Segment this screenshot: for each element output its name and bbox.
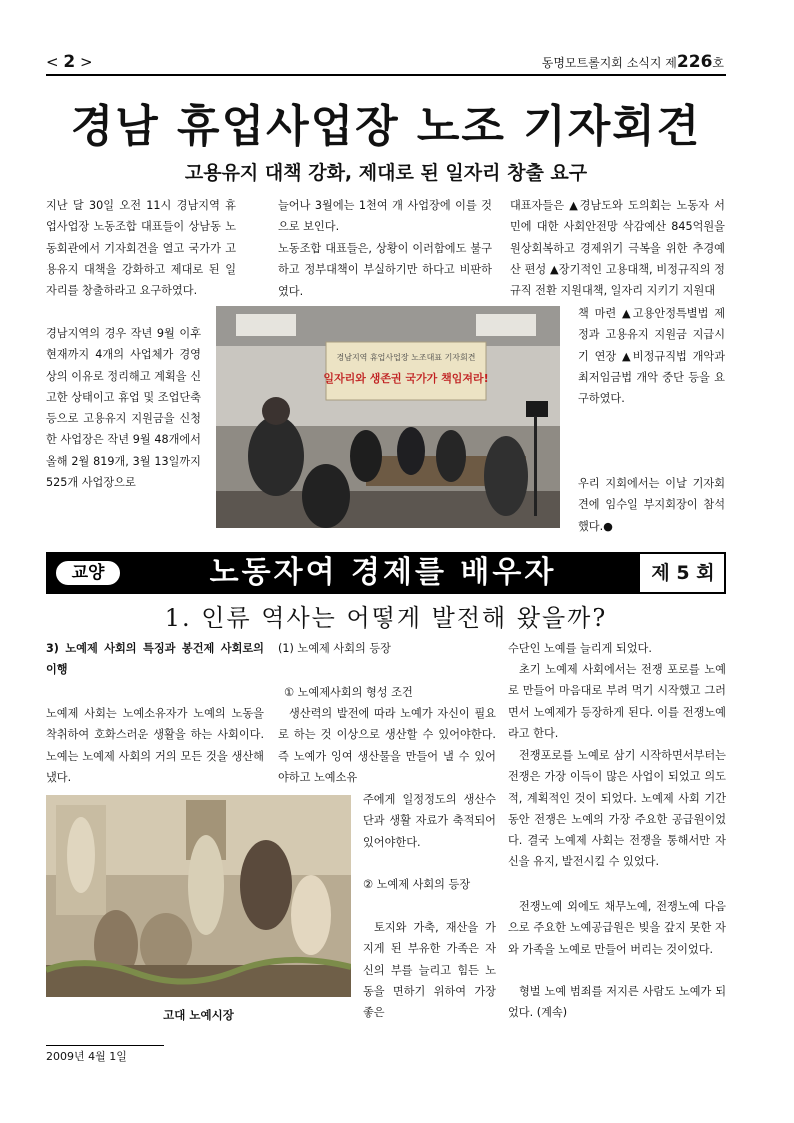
article2-col2-sub1: ① 노예제사회의 형성 조건: [284, 686, 413, 699]
page-prefix: <: [46, 53, 64, 71]
section-title: 1. 인류 역사는 어떻게 발전해 왔을까?: [164, 604, 608, 632]
article-subtitle: 고용유지 대책 강화, 제대로 된 일자리 창출 요구: [184, 162, 588, 184]
article2-col3-p3: 전쟁포로를 노예로 삼기 시작하면서부터는 전쟁은 가장 이득이 많은 사업이 되었고 의도적, 계획적인 것이 되었다. 노예제 사회 기간 동안 전쟁은 노예의 가장 주요한 공급원이었다. 결국 노예제 사회는 전쟁을 통해서만 자신을 유지, 발전시킬 수 있었다.: [508, 749, 726, 869]
banner-title: 노동자여 경제를 배우자: [209, 555, 557, 590]
page-number-value: 2: [63, 52, 76, 72]
header-rule: [46, 74, 726, 76]
article1-col1-p2: 경남지역의 경우 작년 9월 이후 현재까지 4개의 사업체가 경영상의 이유로 정리해고 계획을 신고한 상태이고 휴업 및 조업단축 등으로 고용유지 지원금을 신청한 사업장은 작년 9월 48개에서 올해 2월 819개, 3월 13일까지 525개 사업장으로: [46, 327, 201, 490]
photo-banner-text: 일자리와 생존권 국가가 책임져라!: [323, 372, 489, 385]
article2-col2-heading: (1) 노예제 사회의 등장: [278, 642, 391, 655]
article1-col3-p2: 우리 지회에서는 이날 기자회견에 임수일 부지회장이 참석했다.●: [578, 477, 725, 533]
page-number: [46, 52, 93, 72]
issue-suffix: 호: [712, 56, 724, 70]
article2-col3-p1: 수단인 노예를 늘리게 되었다.: [508, 642, 652, 655]
episode-number: 제 5 회: [651, 562, 715, 584]
publication-date: 2009년 4월 1일: [46, 1050, 127, 1063]
article1-col2-p1: 늘어나 3월에는 1천여 개 사업장에 이를 것으로 보인다.: [278, 199, 492, 234]
painting-graphic: [46, 795, 351, 997]
article2-col3-p2: 초기 노예제 사회에서는 전쟁 포로를 노예로 만들어 마음대로 부려 먹기 시작했고 그러면서 노예제가 등장하게 된다. 이를 전쟁노예라고 한다.: [508, 663, 726, 740]
article1-col3-p1-side: 책 마련 ▲고용안정특별법 제정과 고용유지 지원금 지급시기 연장 ▲비정규직법 개악과 최저임금법 개악 중단 등을 요구하였다.: [578, 307, 725, 406]
newsletter-name: 동명모트롤지회 소식지 제: [541, 56, 677, 70]
article2-col2-p2: 토지와 가축, 재산을 가지게 된 부유한 가족은 자신의 부를 늘리고 힘든 노동을 면하기 위하여 가장 좋은: [363, 921, 496, 1020]
footer-rule: [46, 1045, 164, 1046]
article-title: 경남 휴업사업장 노조 기자회견: [70, 101, 702, 152]
education-banner: [46, 552, 726, 594]
article2-col3-p5: 형벌 노예 범죄를 저지른 사람도 노예가 되었다. (계속): [508, 985, 726, 1020]
education-badge: 교양: [54, 559, 122, 587]
article1-col2-p2: 노동조합 대표들은, 상황이 이러함에도 불구하고 정부대책이 부실하기만 하다고 비판하였다.: [278, 242, 492, 298]
press-conference-photo: [216, 306, 560, 528]
page-suffix: >: [75, 53, 93, 71]
article1-col1-p1: 지난 달 30일 오전 11시 경남지역 휴업사업장 노동조합 대표들이 상남동 노동회관에서 기자회견을 열고 국가가 고용유지 대책을 강화하고 제대로 된 일자리를 창출하라고 요구하였다.: [46, 199, 236, 298]
article2-col2-p1b: 주에게 일정정도의 생산수단과 생활 자료가 축적되어 있어야한다.: [363, 793, 496, 849]
newsletter-issue: [542, 52, 724, 72]
article2-col3-p4: 전쟁노예 외에도 채무노예, 전쟁노예 다음으로 주요한 노예공급원은 빚을 갚지 못한 자와 가족을 노예로 만들어 버리는 것이었다.: [508, 900, 726, 956]
article1-col3-p1-top: 대표자들은 ▲경남도와 도의회는 노동자 서민에 대한 사회안전망 삭감예산 845억원을 원상회복하고 경제위기 극복을 위한 추경예산 편성 ▲장기적인 고용대책, 비정규직의 정규직 전환 지원대책, 일자리 지키기 지원대: [510, 199, 725, 298]
article2-col1-p1: 노예제 사회는 노예소유자가 노예의 노동을 착취하여 호화스러운 생활을 하는 사회이다. 노예는 노예제 사회의 거의 모든 것을 생산해 냈다.: [46, 707, 264, 784]
press-photo-graphic: [216, 306, 560, 528]
slave-market-painting: [46, 795, 351, 997]
issue-number: 226: [676, 52, 713, 72]
article2-col2-p1a: 생산력의 발전에 따라 노예가 자신이 필요로 하는 것 이상으로 생산할 수 있어야한다. 즉 노예가 잉여 생산물을 만들어 낼 수 있어야하고 노예소유: [278, 707, 496, 784]
banner-black-bar: [48, 554, 640, 592]
svg-text:경남지역 휴업사업장 노조대표 기자회견: 경남지역 휴업사업장 노조대표 기자회견: [336, 353, 476, 362]
article2-col2-sub2: ② 노예제 사회의 등장: [363, 878, 471, 891]
article2-col1-heading: 3) 노예제 사회의 특징과 봉건제 사회로의 이행: [46, 642, 264, 677]
painting-caption: 고대 노예시장: [163, 1008, 234, 1022]
